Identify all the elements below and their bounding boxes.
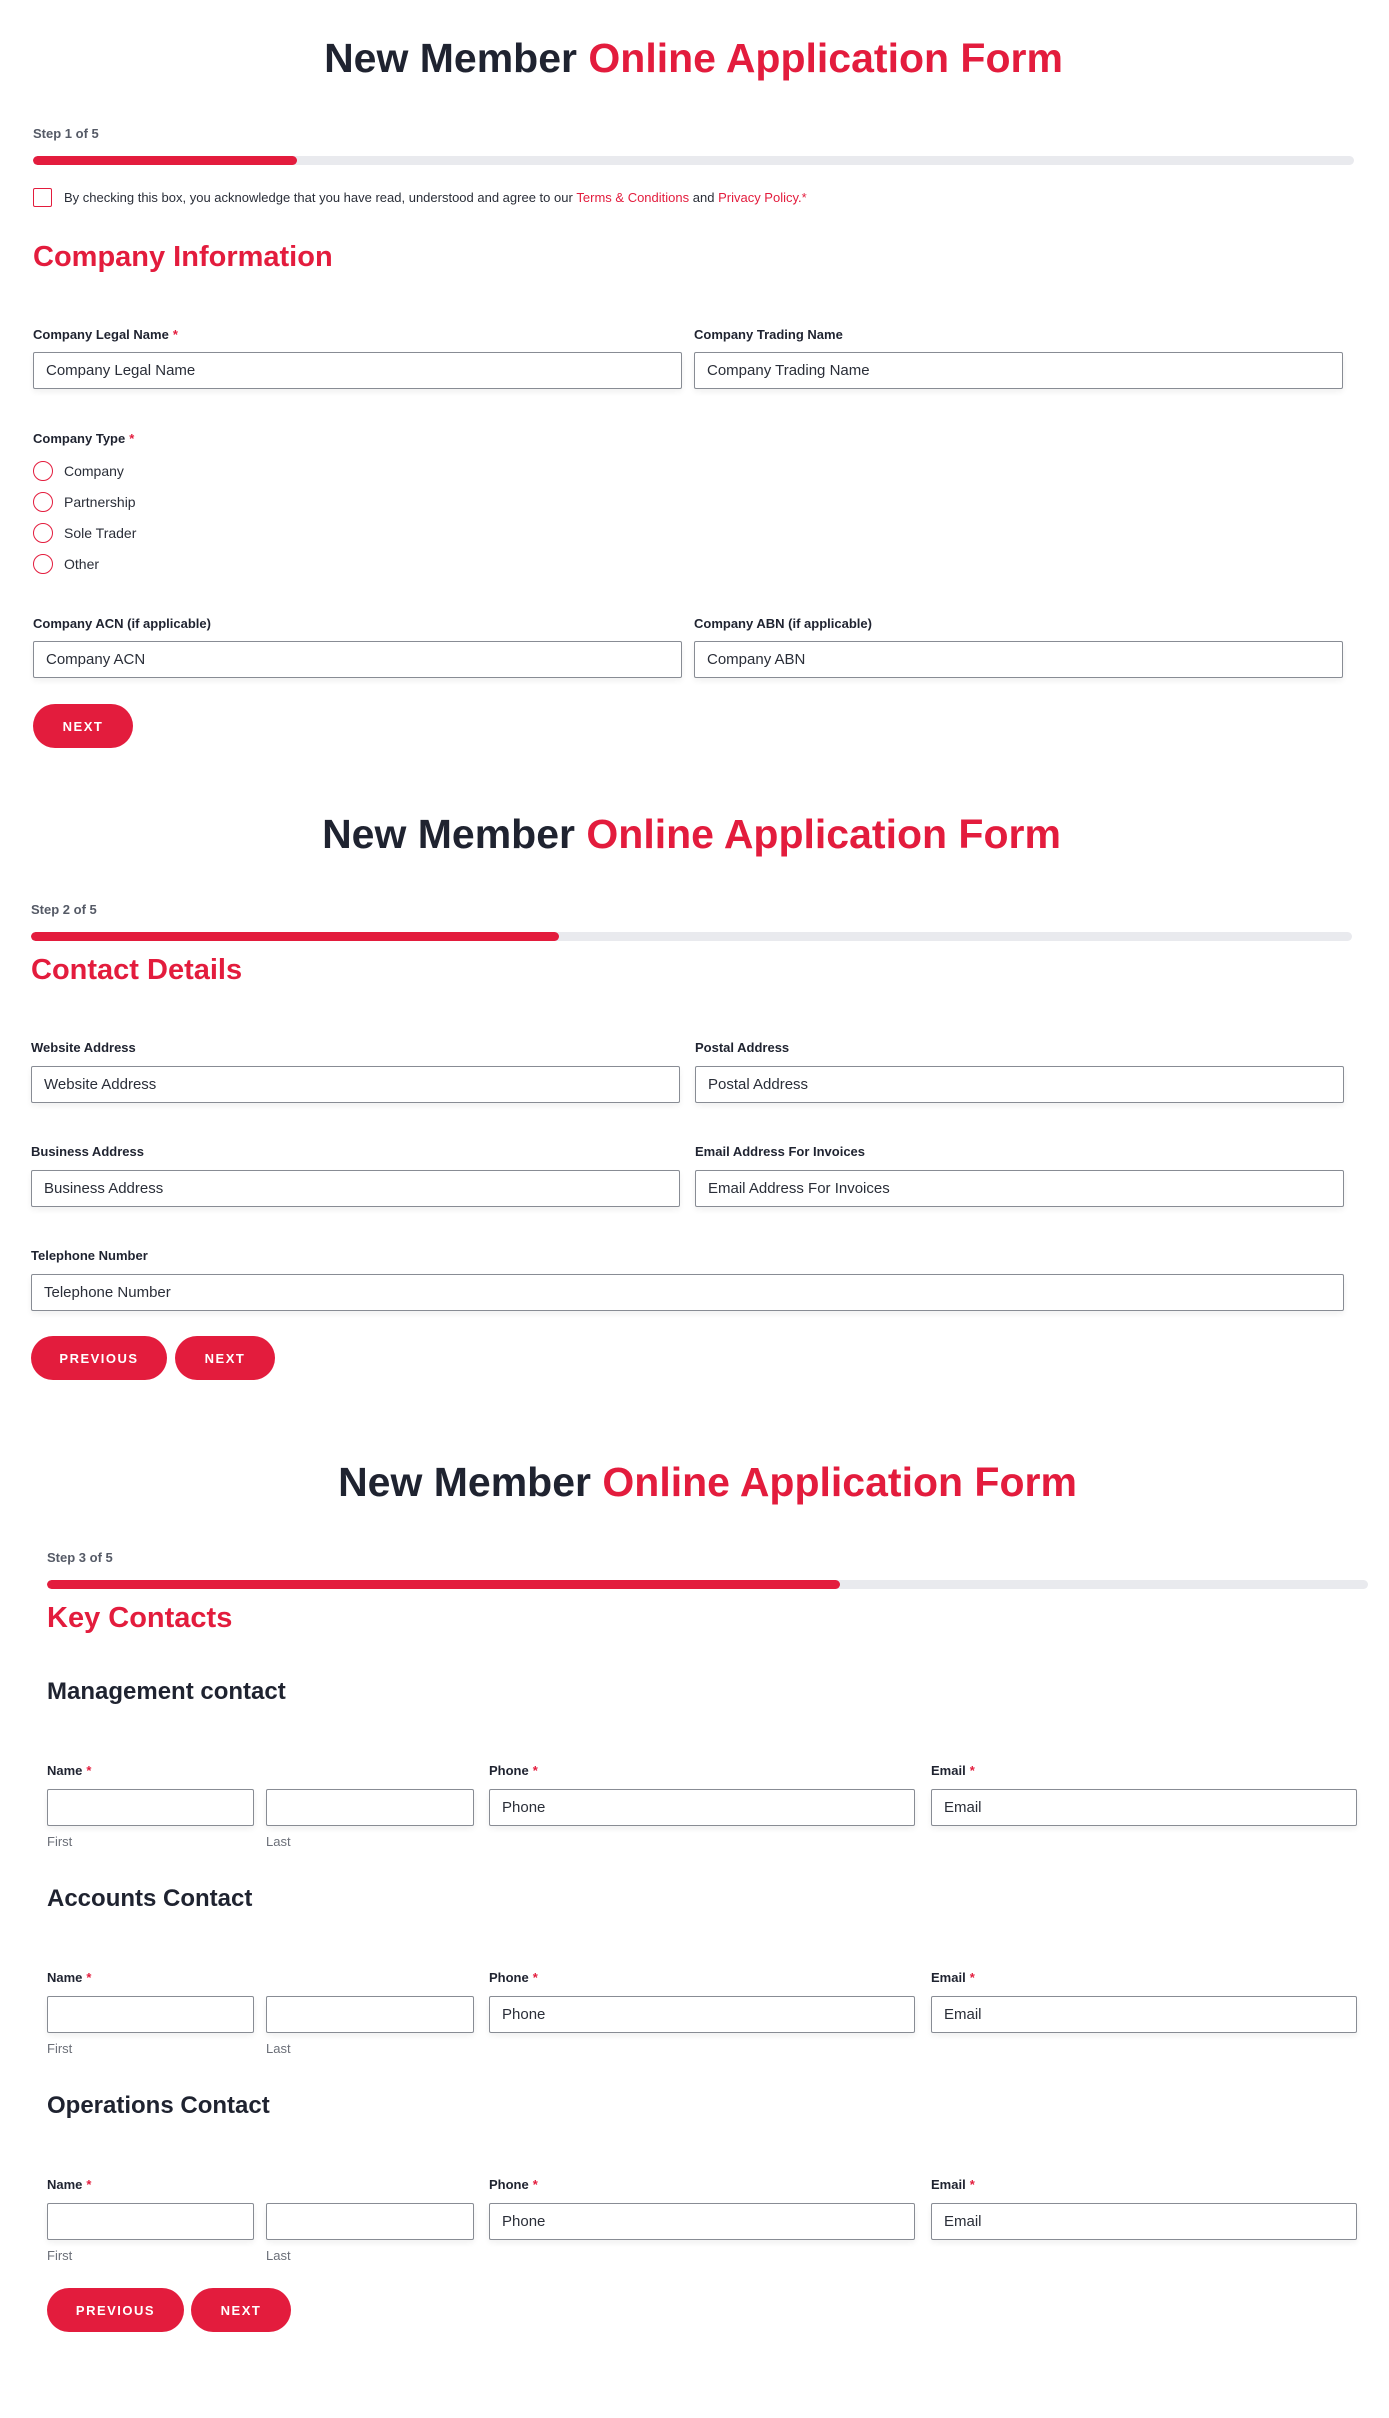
phone-label: Phone *	[489, 2177, 538, 2192]
page-title	[33, 30, 1354, 86]
radio-company[interactable]: Company	[33, 459, 124, 483]
terms-link[interactable]: Terms & Conditions	[576, 190, 690, 205]
contact-heading-accounts: Accounts Contact	[47, 1885, 253, 1912]
telephone-input[interactable]	[31, 1274, 1344, 1311]
phone-label: Phone *	[489, 1970, 538, 1985]
required-marker: *	[801, 190, 807, 205]
email-input[interactable]	[931, 2203, 1357, 2240]
terms-row	[33, 188, 807, 207]
phone-input[interactable]	[489, 1789, 915, 1826]
name-label: Name *	[47, 1970, 92, 1985]
telephone-label: Telephone Number	[31, 1248, 148, 1263]
email-input[interactable]	[931, 1789, 1357, 1826]
contact-heading-operations: Operations Contact	[47, 2092, 270, 2119]
postal-label: Postal Address	[695, 1040, 790, 1055]
radio-circle[interactable]	[33, 492, 53, 512]
progress-fill	[31, 932, 559, 941]
page-title	[47, 1454, 1368, 1510]
progress-fill	[47, 1580, 840, 1589]
website-input[interactable]	[31, 1066, 680, 1103]
radio-circle[interactable]	[33, 461, 53, 481]
contact-heading-management: Management contact	[47, 1678, 286, 1705]
first-name-input[interactable]	[47, 1789, 254, 1826]
acn-label: Company ACN (if applicable)	[33, 616, 211, 631]
title-accent: Online Application Form	[602, 1459, 1077, 1505]
phone-input[interactable]	[489, 1996, 915, 2033]
radio-circle[interactable]	[33, 523, 53, 543]
section-heading-company: Company Information	[33, 241, 333, 273]
abn-input[interactable]	[694, 641, 1343, 678]
step-indicator: Step 3 of 5	[47, 1550, 113, 1565]
legal-name-input[interactable]	[33, 352, 682, 389]
section-heading-key-contacts: Key Contacts	[47, 1602, 233, 1634]
terms-and: and	[692, 190, 715, 205]
next-button[interactable]: NEXT	[191, 2288, 291, 2332]
radio-circle[interactable]	[33, 554, 53, 574]
last-sublabel: Last	[266, 2041, 291, 2056]
last-sublabel: Last	[266, 1834, 291, 1849]
business-input[interactable]	[31, 1170, 680, 1207]
title-accent: Online Application Form	[586, 811, 1061, 857]
step-indicator: Step 2 of 5	[31, 902, 97, 917]
first-sublabel: First	[47, 1834, 73, 1849]
next-button[interactable]: NEXT	[33, 704, 133, 748]
email-input[interactable]	[931, 1996, 1357, 2033]
phone-label: Phone *	[489, 1763, 538, 1778]
last-name-input[interactable]	[266, 2203, 474, 2240]
first-sublabel: First	[47, 2041, 73, 2056]
title-prefix: New Member	[324, 35, 577, 81]
title-accent: Online Application Form	[588, 35, 1063, 81]
email-label: Email *	[931, 1763, 975, 1778]
previous-button[interactable]: PREVIOUS	[31, 1336, 167, 1380]
acn-input[interactable]	[33, 641, 682, 678]
previous-button[interactable]: PREVIOUS	[47, 2288, 184, 2332]
terms-checkbox[interactable]	[33, 188, 52, 207]
progress-bar	[33, 156, 1354, 165]
invoice-email-label: Email Address For Invoices	[695, 1144, 866, 1159]
title-prefix: New Member	[338, 1459, 591, 1505]
section-heading-contact: Contact Details	[31, 954, 243, 986]
radio-other[interactable]: Other	[33, 552, 99, 576]
last-sublabel: Last	[266, 2248, 291, 2263]
trading-name-input[interactable]	[694, 352, 1343, 389]
name-label: Name *	[47, 2177, 92, 2192]
trading-name-label: Company Trading Name	[694, 327, 843, 342]
last-name-input[interactable]	[266, 1789, 474, 1826]
email-label: Email *	[931, 2177, 975, 2192]
first-name-input[interactable]	[47, 2203, 254, 2240]
phone-input[interactable]	[489, 2203, 915, 2240]
progress-bar	[47, 1580, 1368, 1589]
title-prefix: New Member	[322, 811, 575, 857]
step-indicator: Step 1 of 5	[33, 126, 99, 141]
page-title	[31, 806, 1352, 862]
progress-bar	[31, 932, 1352, 941]
terms-text: By checking this box, you acknowledge that you have read, understood and agree to our	[64, 190, 573, 205]
name-label: Name *	[47, 1763, 92, 1778]
next-button[interactable]: NEXT	[175, 1336, 275, 1380]
email-label: Email *	[931, 1970, 975, 1985]
invoice-email-input[interactable]	[695, 1170, 1344, 1207]
company-type-label: Company Type *	[33, 431, 135, 446]
first-name-input[interactable]	[47, 1996, 254, 2033]
website-label: Website Address	[31, 1040, 136, 1055]
first-sublabel: First	[47, 2248, 73, 2263]
abn-label: Company ABN (if applicable)	[694, 616, 872, 631]
last-name-input[interactable]	[266, 1996, 474, 2033]
postal-input[interactable]	[695, 1066, 1344, 1103]
business-label: Business Address	[31, 1144, 144, 1159]
privacy-link[interactable]: Privacy Policy.	[718, 190, 802, 205]
legal-name-label: Company Legal Name *	[33, 327, 178, 342]
radio-partnership[interactable]: Partnership	[33, 490, 136, 514]
radio-sole-trader[interactable]: Sole Trader	[33, 521, 136, 545]
progress-fill	[33, 156, 297, 165]
